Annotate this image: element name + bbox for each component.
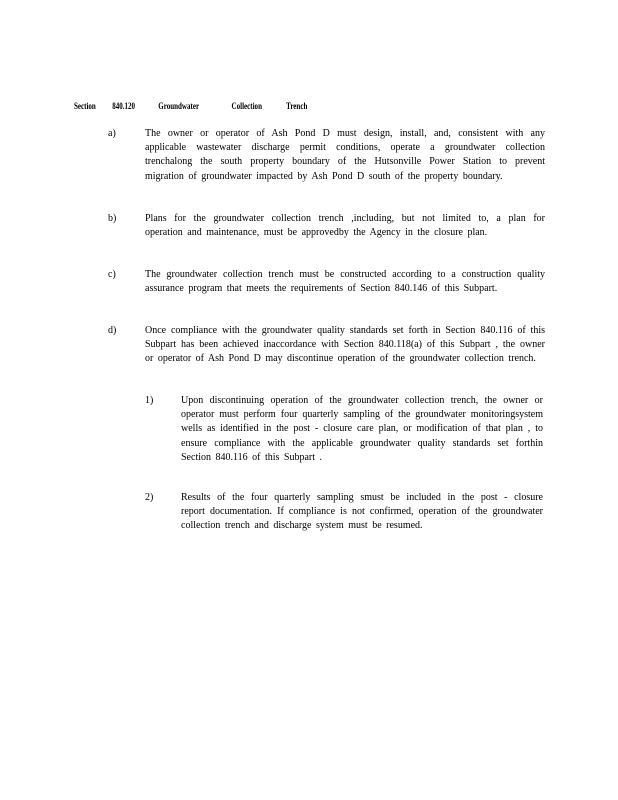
paragraph-marker: d) — [108, 325, 117, 336]
paragraph-c — [108, 268, 548, 296]
paragraph-marker: c) — [108, 269, 116, 280]
section-heading — [74, 101, 307, 111]
paragraph-text: Once compliance with the groundwater quality standards set forth in Section 840.116 of this Subpart has been achieved inaccordance with Section 840.118(a) of this Subpart , the owner or operator of Ash Pond D may discontinue operation of the groundwater collection trench. — [145, 325, 545, 365]
paragraph-marker: b) — [108, 213, 117, 224]
section-number: 840.120 — [112, 101, 136, 111]
paragraph-text: Plans for the groundwater collection trench ,including, but not limited to, a plan for operation and maintenance, must be approvedby the Agency in the closure plan. — [145, 213, 545, 239]
subparagraph-text: Results of the four quarterly sampling smust be included in the post - closure report documentation. If compliance is not confirmed, operation of the groundwater collection trench and discharge system must be resumed. — [181, 492, 543, 532]
section-title-word-1: Groundwater — [158, 101, 200, 111]
subparagraph-1 — [145, 394, 550, 465]
subparagraph-marker: 2) — [145, 492, 154, 503]
paragraph-b — [108, 212, 548, 240]
section-title-word-3: Trench — [286, 101, 308, 111]
subparagraph-marker: 1) — [145, 395, 154, 406]
section-label: Section — [74, 101, 96, 111]
paragraph-a — [108, 127, 548, 184]
paragraph-text: The owner or operator of Ash Pond D must design, install, and, consistent with any applicable wastewater discharge permit conditions, operate a groundwater collection trenchalong the south property boundary of the Hutsonville Power Station to prevent migration of groundwater impacted by Ash Pond D south of the property boundary. — [145, 128, 545, 182]
subparagraph-2 — [145, 491, 550, 534]
section-title-word-2: Collection — [231, 101, 262, 111]
paragraph-marker: a) — [108, 128, 116, 139]
paragraph-text: The groundwater collection trench must be constructed according to a construction quality assurance program that meets the requirements of Section 840.146 of this Subpart. — [145, 269, 545, 295]
subparagraph-text: Upon discontinuing operation of the groundwater collection trench, the owner or operator must perform four quarterly sampling of the groundwater monitoringsystem wells as identified in the post - closure care plan, or modification of that plan , to ensure compliance with the applicable groundwater quality standards set forthin Section 840.116 of this Subpart . — [181, 395, 543, 463]
paragraph-d — [108, 324, 548, 367]
